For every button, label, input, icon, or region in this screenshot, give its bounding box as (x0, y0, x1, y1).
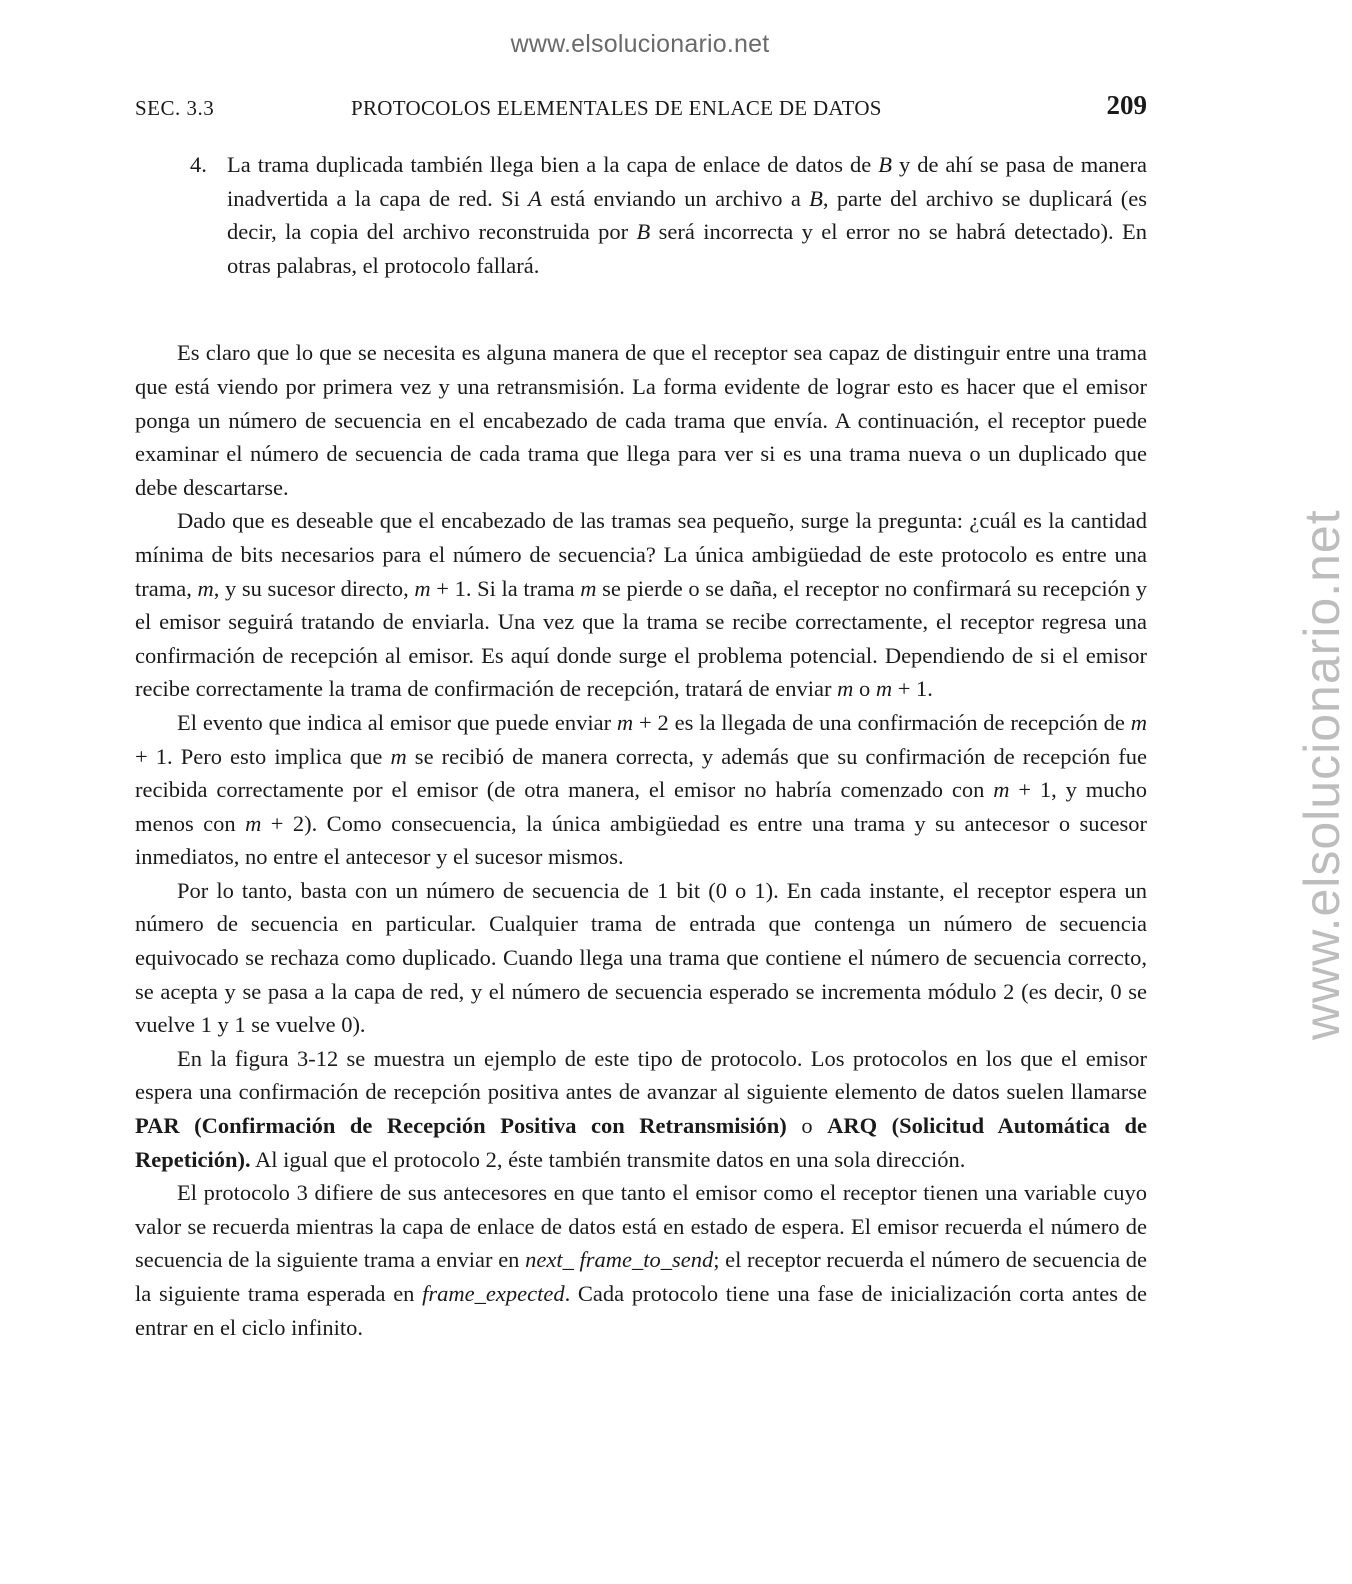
term-arq: ARQ (Solicitud Automática de Repetición). (135, 1113, 1148, 1172)
paragraph-5: En la figura 3-12 se muestra un ejemplo de este tipo de protocolo. Los protocolos en los que el emisor espera una confirmación de recepción positiva antes de avanzar al siguiente elemento de datos suelen llamarse PAR (Confirmación de Recepción Positiva con Retransmisión) o ARQ (Solicitud Automática de Repetición). Al igual que el protocolo 2, éste también transmite datos en una sola dirección. (135, 1045, 1148, 1172)
paragraph-3: El evento que indica al emisor que puede enviar m + 2 es la llegada de una confirmación de recepción de m + 1. Pero esto implica que m se recibió de manera correcta, y además que su confirmación de recepción fue recibida correctamente por el emisor (de otra manera, el emisor no habría comenzado con m + 1, y mucho menos con m + 2). Como consecuencia, la única ambigüedad es entre una trama y su antecesor o sucesor inmediatos, no entre el antecesor y el sucesor mismos. (135, 709, 1148, 870)
chapter-title: PROTOCOLOS ELEMENTALES DE ENLACE DE DATOS (351, 96, 882, 120)
paragraph-2: Dado que es deseable que el encabezado de las tramas sea pequeño, surge la pregunta: ¿cuál es la cantidad mínima de bits necesarios para el número de secuencia? La única ambigüedad de este protocolo es entre una trama, m, y su sucesor directo, m + 1. Si la trama m se pierde o se daña, el receptor no confirmará su recepción y el emisor seguirá tratando de enviarla. Una vez que la trama se recibe correctamente, el receptor regresa una confirmación de recepción al emisor. Es aquí donde surge el problema potencial. Dependiendo de si el emisor recibe correctamente la trama de confirmación de recepción, tratará de enviar m o m + 1. (135, 508, 1147, 702)
var-frame-expected: frame_expected (422, 1281, 565, 1306)
running-head (135, 90, 1147, 126)
term-par: PAR (Confirmación de Recepción Positiva con Retransmisión) (135, 1113, 787, 1139)
paragraph-4: Por lo tanto, basta con un número de secuencia de 1 bit (0 o 1). En cada instante, el receptor espera un número de secuencia en particular. Cualquier trama de entrada que contenga un número de secuencia equivocado se rechaza como duplicado. Cuando llega una trama que contiene el número de secuencia correcto, se acepta y se pasa a la capa de red, y el número de secuencia esperado se incrementa módulo 2 (es decir, 0 se vuelve 1 y 1 se vuelve 0). (135, 877, 1147, 1038)
watermark-top: www.elsolucionario.net (510, 30, 770, 58)
var-next-frame-to-send: next_ frame_to_send (525, 1247, 714, 1273)
section-label: SEC. 3.3 (135, 96, 215, 120)
page-body (135, 148, 1147, 1344)
watermark-side: www.elsolucionario.net (1294, 509, 1350, 1040)
page-number: 209 (1106, 90, 1147, 120)
list-item-4: 4. La trama duplicada también llega bien a la capa de enlace de datos de B y de ahí se pasa de manera inadvertida a la capa de red. Si A está enviando un archivo a B, parte del archivo se duplicará (es decir, la copia del archivo reconstruida por B será incorrecta y el error no se habrá detectado). En otras palabras, el protocolo fallará. (135, 148, 1147, 282)
list-number: 4. (190, 152, 207, 177)
paragraph-6: El protocolo 3 difiere de sus antecesores en que tanto el emisor como el receptor tienen una variable cuyo valor se recuerda mientras la capa de enlace de datos está en estado de espera. El emisor recuerda el número de secuencia de la siguiente trama a enviar en next_ frame_to_send; el receptor recuerda el número de secuencia de la siguiente trama esperada en frame_expected. Cada protocolo tiene una fase de inicialización corta antes de entrar en el ciclo infinito. (135, 1180, 1147, 1340)
paragraph-1: Es claro que lo que se necesita es alguna manera de que el receptor sea capaz de distinguir entre una trama que está viendo por primera vez y una retransmisión. La forma evidente de lograr esto es hacer que el emisor ponga un número de secuencia en el encabezado de cada trama que envía. A continuación, el receptor puede examinar el número de secuencia de cada trama que llega para ver si es una trama nueva o un duplicado que debe descartarse. (135, 340, 1147, 500)
